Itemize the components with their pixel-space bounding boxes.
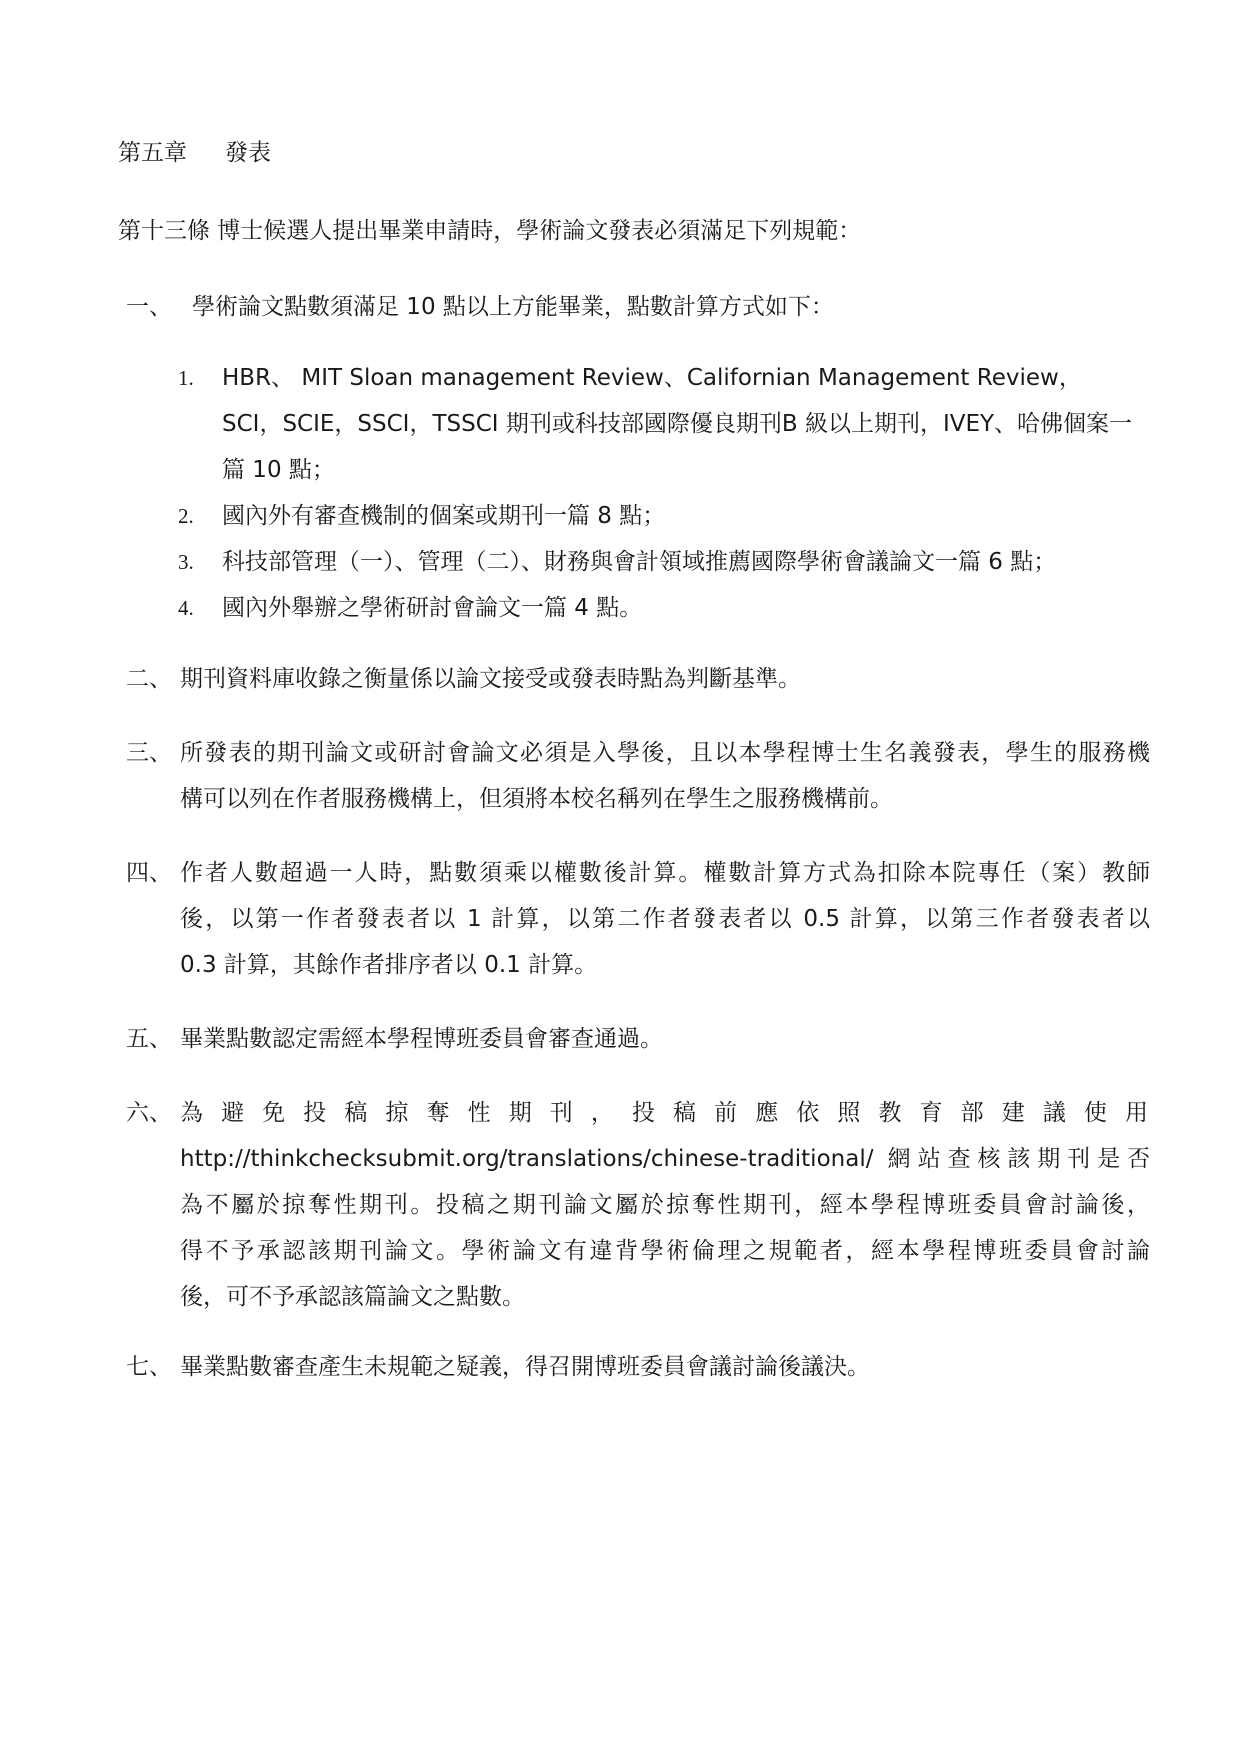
chapter-number: 第五章 bbox=[118, 140, 187, 166]
list-item-text bbox=[222, 539, 1122, 585]
text-line: 構可以列在作者服務機構上，但須將本校名稱列在學生之服務機構前。 bbox=[180, 786, 893, 812]
text-line: http://thinkchecksubmit.org/translations/chinese-traditional/ 網站查核該期刊是否 bbox=[180, 1146, 1150, 1172]
section-number: 七、 bbox=[126, 1354, 172, 1380]
section-number: 二、 bbox=[126, 666, 172, 692]
text-line: 科技部管理（一）、管理（二）、財務與會計領域推薦國際學術會議論文一篇 6 點； bbox=[222, 549, 1057, 575]
text-line: 作者人數超過一人時，點數須乘以權數後計算。權數計算方式為扣除本院專任（案）教師 bbox=[180, 860, 1150, 886]
text-line: 畢業點數認定需經本學程博班委員會審查通過。 bbox=[180, 1026, 663, 1052]
list-item-number: 1. bbox=[178, 366, 194, 390]
text-line: SCI，SCIE，SSCI，TSSCI 期刊或科技部國際優良期刊B 級以上期刊，IVEY、哈佛個案一 bbox=[222, 411, 1133, 437]
text-line: 0.3 計算，其餘作者排序者以 0.1 計算。 bbox=[180, 952, 598, 978]
text-line: 國內外舉辦之學術研討會論文一篇 4 點。 bbox=[222, 595, 643, 621]
section-text: 學術論文點數須滿足 10 點以上方能畢業，點數計算方式如下： bbox=[192, 294, 834, 320]
section-number: 五、 bbox=[126, 1026, 172, 1052]
text-line: 後，可不予承認該篇論文之點數。 bbox=[180, 1284, 525, 1310]
list-item-number: 4. bbox=[178, 596, 194, 620]
chapter-title: 發表 bbox=[225, 140, 271, 166]
text-line: 所發表的期刊論文或研討會論文必須是入學後，且以本學程博士生名義發表，學生的服務機 bbox=[180, 740, 1150, 766]
text-line: 期刊資料庫收錄之衡量係以論文接受或發表時點為判斷基準。 bbox=[180, 666, 801, 692]
text-line: 國內外有審查機制的個案或期刊一篇 8 點； bbox=[222, 503, 666, 529]
section-text bbox=[180, 1090, 1150, 1320]
section-number: 一、 bbox=[126, 294, 172, 320]
article-heading: 第十三條 博士候選人提出畢業申請時，學術論文發表必須滿足下列規範： bbox=[118, 218, 862, 244]
text-line: 得不予承認該期刊論文。學術論文有違背學術倫理之規範者，經本學程博班委員會討論 bbox=[180, 1238, 1150, 1264]
section-text bbox=[180, 1344, 1150, 1390]
list-item-text bbox=[222, 585, 1122, 631]
text-line: HBR、 MIT Sloan management Review、Californian Management Review， bbox=[222, 365, 1082, 391]
section-text bbox=[180, 730, 1150, 822]
list-item-text bbox=[222, 493, 1122, 539]
section-number: 四、 bbox=[126, 860, 172, 886]
text-line: 後，以第一作者發表者以 1 計算，以第二作者發表者以 0.5 計算，以第三作者發表者以 bbox=[180, 906, 1150, 932]
text-line: 為不屬於掠奪性期刊。投稿之期刊論文屬於掠奪性期刊，經本學程博班委員會討論後， bbox=[180, 1192, 1150, 1218]
text-line: 為避免投稿掠奪性期刊，投稿前應依照教育部建議使用 bbox=[180, 1100, 1150, 1126]
section-number: 六、 bbox=[126, 1100, 172, 1126]
text-line: 畢業點數審查產生未規範之疑義，得召開博班委員會議討論後議決。 bbox=[180, 1354, 870, 1380]
list-item-number: 3. bbox=[178, 550, 194, 574]
chapter-heading bbox=[118, 138, 271, 168]
text-line: 篇 10 點； bbox=[222, 457, 335, 483]
section-text bbox=[180, 850, 1150, 988]
section-text bbox=[180, 1016, 1150, 1062]
section-text bbox=[180, 656, 1150, 702]
list-item-text bbox=[222, 355, 1133, 493]
list-item-number: 2. bbox=[178, 504, 194, 528]
section-number: 三、 bbox=[126, 740, 172, 766]
